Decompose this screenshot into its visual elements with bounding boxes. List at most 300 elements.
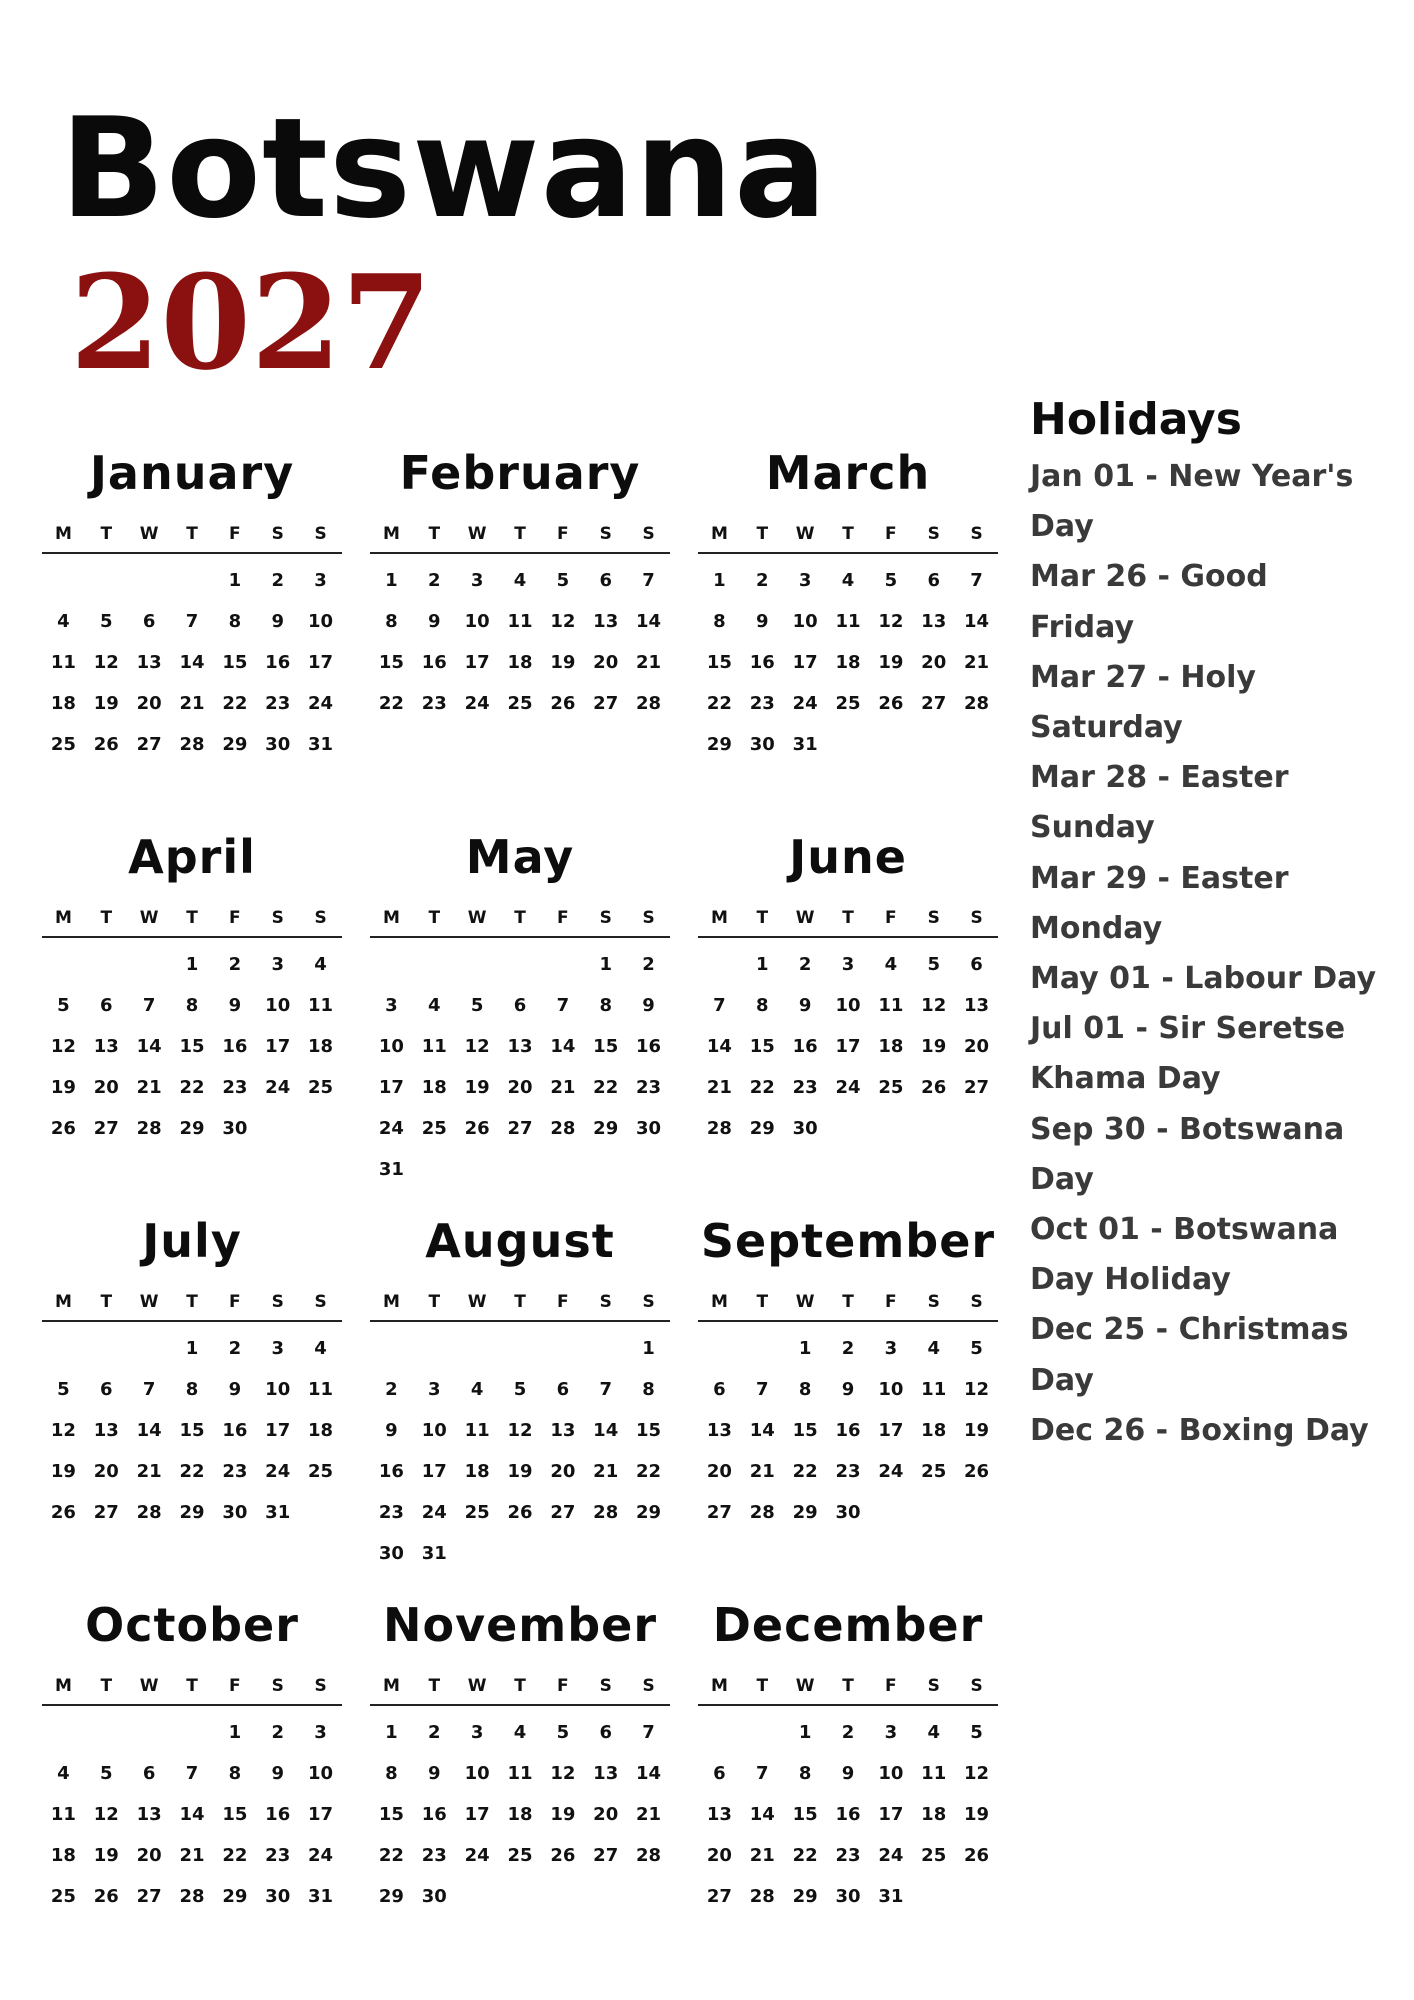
day-cell: 22 [378, 1845, 404, 1866]
day-cell: 10 [464, 1763, 490, 1784]
day-cell: 13 [93, 1036, 119, 1057]
weekday-label: F [229, 524, 241, 544]
day-cell: 4 [428, 995, 441, 1016]
day-cell: 16 [636, 1036, 662, 1057]
holiday-line: May 01 - Labour Day [1030, 961, 1377, 997]
day-cell: 19 [550, 652, 576, 673]
day-cell: 18 [507, 652, 533, 673]
day-cell: 23 [222, 1077, 248, 1098]
day-cell: 8 [599, 995, 612, 1016]
days-grid [698, 938, 998, 1149]
holiday-line: Day [1030, 1362, 1094, 1398]
weekday-label: S [970, 524, 983, 544]
day-cell: 22 [222, 1845, 248, 1866]
weekday-label: T [842, 524, 854, 544]
weekday-label: F [885, 524, 897, 544]
holiday-list [1030, 452, 1400, 1456]
days-grid [370, 1322, 670, 1574]
day-cell: 27 [507, 1118, 533, 1139]
weekday-label: W [795, 1676, 815, 1696]
day-cell: 7 [713, 995, 726, 1016]
day-cell: 17 [308, 1804, 334, 1825]
day-cell: 31 [378, 1159, 404, 1180]
day-cell: 29 [222, 1886, 248, 1907]
weekday-label: F [885, 1676, 897, 1696]
day-cell: 4 [513, 570, 527, 591]
holiday-line: Day [1030, 509, 1094, 545]
day-cell: 30 [421, 1886, 447, 1907]
day-cell: 6 [100, 1379, 113, 1400]
day-cell: 4 [470, 1379, 484, 1400]
day-cell: 2 [385, 1379, 398, 1400]
day-cell: 26 [464, 1118, 490, 1139]
weekday-label: M [382, 1676, 400, 1696]
day-cell: 24 [378, 1118, 404, 1139]
year-title: 2027 [70, 246, 432, 399]
month-march [698, 440, 998, 824]
day-cell: 2 [642, 954, 655, 975]
day-cell: 3 [841, 954, 855, 975]
day-cell: 10 [464, 611, 490, 632]
day-cell: 6 [100, 995, 113, 1016]
day-cell: 24 [308, 1845, 334, 1866]
day-cell: 22 [593, 1077, 619, 1098]
day-cell: 18 [507, 1804, 533, 1825]
day-cell: 12 [964, 1379, 990, 1400]
weekday-label: T [100, 524, 113, 544]
day-cell: 12 [507, 1420, 533, 1441]
day-cell: 10 [421, 1420, 447, 1441]
weekday-label: S [314, 1676, 327, 1696]
weekday-header [42, 506, 342, 554]
day-cell: 21 [749, 1845, 775, 1866]
weekday-label: W [467, 908, 487, 928]
month-january [42, 440, 342, 824]
day-cell: 21 [136, 1077, 162, 1098]
day-cell: 9 [428, 611, 441, 632]
day-cell: 16 [222, 1036, 248, 1057]
day-cell: 31 [308, 1886, 334, 1907]
weekday-label: F [229, 1676, 241, 1696]
day-cell: 17 [265, 1420, 291, 1441]
day-cell: 2 [428, 570, 441, 591]
day-cell: 25 [507, 693, 533, 714]
day-cell: 26 [921, 1077, 947, 1098]
day-cell: 13 [593, 1763, 619, 1784]
empty-day-cell [42, 1712, 85, 1753]
day-cell: 11 [308, 995, 334, 1016]
month-name: February [399, 446, 641, 500]
holiday-line: Mar 27 - Holy [1030, 659, 1256, 695]
day-cell: 15 [222, 652, 248, 673]
day-cell: 21 [636, 1804, 662, 1825]
day-cell: 25 [507, 1845, 533, 1866]
day-cell: 18 [835, 652, 861, 673]
weekday-label: F [229, 1292, 241, 1312]
empty-day-cell [499, 944, 542, 985]
day-cell: 28 [964, 693, 990, 714]
day-cell: 17 [878, 1804, 904, 1825]
day-cell: 9 [841, 1763, 855, 1784]
day-cell: 9 [385, 1420, 398, 1441]
day-cell: 13 [706, 1420, 732, 1441]
month-name: August [425, 1214, 615, 1268]
month-name: October [85, 1598, 299, 1652]
weekday-label: T [186, 1292, 198, 1312]
day-cell: 4 [314, 1338, 327, 1359]
day-cell: 2 [228, 1338, 242, 1359]
weekday-label: T [842, 1676, 854, 1696]
day-cell: 2 [841, 1722, 855, 1743]
holiday-line: Monday [1030, 910, 1163, 946]
empty-day-cell [456, 1328, 499, 1369]
day-cell: 19 [507, 1461, 533, 1482]
day-cell: 8 [185, 1379, 199, 1400]
day-cell: 20 [93, 1461, 119, 1482]
day-cell: 31 [421, 1543, 447, 1564]
day-cell: 5 [470, 995, 484, 1016]
day-cell: 30 [792, 1118, 818, 1139]
day-cell: 14 [179, 652, 205, 673]
day-cell: 18 [50, 1845, 76, 1866]
day-cell: 23 [835, 1845, 861, 1866]
day-cell: 16 [378, 1461, 404, 1482]
day-cell: 13 [593, 611, 619, 632]
day-cell: 11 [878, 995, 904, 1016]
day-cell: 28 [636, 1845, 662, 1866]
weekday-label: S [927, 1676, 940, 1696]
weekday-label: W [139, 1292, 159, 1312]
day-cell: 25 [921, 1845, 947, 1866]
holiday-line: Sunday [1030, 810, 1155, 846]
day-cell: 6 [713, 1379, 726, 1400]
day-cell: 2 [228, 954, 242, 975]
day-cell: 12 [50, 1420, 76, 1441]
day-cell: 29 [706, 734, 732, 755]
day-cell: 29 [222, 734, 248, 755]
day-cell: 19 [50, 1461, 76, 1482]
day-cell: 5 [100, 611, 113, 632]
day-cell: 8 [756, 995, 769, 1016]
day-cell: 9 [841, 1379, 855, 1400]
day-cell: 23 [265, 693, 291, 714]
weekday-label: S [271, 524, 284, 544]
weekday-header [42, 890, 342, 938]
day-cell: 19 [550, 1804, 576, 1825]
day-cell: 11 [835, 611, 861, 632]
day-cell: 27 [593, 693, 619, 714]
day-cell: 6 [970, 954, 983, 975]
day-cell: 5 [970, 1338, 983, 1359]
weekday-label: S [314, 1292, 327, 1312]
day-cell: 23 [749, 693, 775, 714]
day-cell: 10 [265, 995, 291, 1016]
weekday-label: T [756, 1292, 769, 1312]
day-cell: 25 [308, 1461, 334, 1482]
empty-day-cell [128, 944, 171, 985]
days-grid [370, 1706, 670, 1917]
day-cell: 5 [884, 570, 898, 591]
empty-day-cell [698, 944, 741, 985]
day-cell: 21 [706, 1077, 732, 1098]
day-cell: 24 [878, 1461, 904, 1482]
weekday-label: S [271, 908, 284, 928]
day-cell: 7 [642, 1722, 655, 1743]
weekday-label: T [428, 1676, 441, 1696]
weekday-label: S [927, 1292, 940, 1312]
day-cell: 3 [314, 570, 327, 591]
day-cell: 30 [835, 1502, 861, 1523]
month-july [42, 1208, 342, 1592]
day-cell: 10 [792, 611, 818, 632]
month-december [698, 1592, 998, 1976]
day-cell: 3 [271, 954, 284, 975]
days-grid [42, 554, 342, 765]
day-cell: 30 [265, 734, 291, 755]
day-cell: 15 [179, 1036, 205, 1057]
day-cell: 14 [636, 1763, 662, 1784]
day-cell: 2 [798, 954, 812, 975]
day-cell: 21 [593, 1461, 619, 1482]
day-cell: 12 [550, 611, 576, 632]
day-cell: 1 [798, 1722, 812, 1743]
day-cell: 19 [964, 1804, 990, 1825]
day-cell: 26 [50, 1118, 76, 1139]
day-cell: 7 [756, 1763, 769, 1784]
weekday-label: M [710, 908, 728, 928]
weekday-label: M [54, 1676, 72, 1696]
holidays-title: Holidays [1030, 394, 1242, 445]
day-cell: 30 [835, 1886, 861, 1907]
day-cell: 24 [265, 1077, 291, 1098]
day-cell: 16 [749, 652, 775, 673]
day-cell: 30 [749, 734, 775, 755]
day-cell: 22 [792, 1845, 818, 1866]
day-cell: 1 [185, 1338, 199, 1359]
day-cell: 13 [93, 1420, 119, 1441]
day-cell: 13 [964, 995, 990, 1016]
day-cell: 15 [706, 652, 732, 673]
day-cell: 12 [550, 1763, 576, 1784]
weekday-label: W [795, 908, 815, 928]
day-cell: 13 [136, 1804, 162, 1825]
day-cell: 10 [878, 1763, 904, 1784]
day-cell: 25 [921, 1461, 947, 1482]
day-cell: 27 [921, 693, 947, 714]
weekday-label: S [642, 524, 655, 544]
day-cell: 3 [884, 1722, 898, 1743]
day-cell: 7 [142, 995, 156, 1016]
empty-day-cell [413, 1328, 456, 1369]
day-cell: 22 [222, 693, 248, 714]
day-cell: 20 [706, 1845, 732, 1866]
month-name: November [382, 1598, 658, 1652]
day-cell: 2 [271, 1722, 284, 1743]
empty-day-cell [85, 560, 128, 601]
weekday-label: S [599, 908, 612, 928]
day-cell: 27 [964, 1077, 990, 1098]
day-cell: 11 [464, 1420, 490, 1441]
day-cell: 24 [464, 693, 490, 714]
weekday-label: T [186, 908, 198, 928]
month-name: January [89, 446, 295, 500]
day-cell: 27 [93, 1502, 119, 1523]
day-cell: 5 [57, 1379, 70, 1400]
weekday-label: W [139, 1676, 159, 1696]
day-cell: 12 [921, 995, 947, 1016]
day-cell: 26 [50, 1502, 76, 1523]
day-cell: 12 [878, 611, 904, 632]
day-cell: 20 [593, 1804, 619, 1825]
day-cell: 30 [222, 1118, 248, 1139]
holiday-line: Oct 01 - Botswana [1030, 1212, 1339, 1248]
day-cell: 21 [749, 1461, 775, 1482]
day-cell: 30 [378, 1543, 404, 1564]
day-cell: 22 [749, 1077, 775, 1098]
day-cell: 26 [878, 693, 904, 714]
day-cell: 29 [179, 1118, 205, 1139]
day-cell: 21 [136, 1461, 162, 1482]
day-cell: 17 [464, 1804, 490, 1825]
day-cell: 26 [550, 1845, 576, 1866]
holiday-line: Day Holiday [1030, 1262, 1231, 1298]
empty-day-cell [128, 1712, 171, 1753]
day-cell: 23 [792, 1077, 818, 1098]
day-cell: 29 [749, 1118, 775, 1139]
weekday-header [370, 1274, 670, 1322]
day-cell: 28 [749, 1886, 775, 1907]
day-cell: 6 [142, 1763, 156, 1784]
day-cell: 16 [222, 1420, 248, 1441]
month-april [42, 824, 342, 1208]
day-cell: 5 [100, 1763, 113, 1784]
weekday-label: M [382, 908, 400, 928]
day-cell: 3 [798, 570, 812, 591]
day-cell: 1 [228, 570, 242, 591]
day-cell: 10 [835, 995, 861, 1016]
day-cell: 17 [878, 1420, 904, 1441]
day-cell: 3 [314, 1722, 327, 1743]
day-cell: 4 [57, 611, 70, 632]
holiday-line: Dec 26 - Boxing Day [1030, 1412, 1369, 1448]
weekday-label: T [100, 1292, 113, 1312]
day-cell: 7 [142, 1379, 156, 1400]
weekday-header [370, 506, 670, 554]
weekday-label: S [599, 524, 612, 544]
day-cell: 28 [636, 693, 662, 714]
day-cell: 24 [308, 693, 334, 714]
day-cell: 28 [136, 1118, 162, 1139]
day-cell: 11 [50, 1804, 76, 1825]
day-cell: 14 [593, 1420, 619, 1441]
day-cell: 11 [921, 1763, 947, 1784]
month-august [370, 1208, 670, 1592]
day-cell: 16 [792, 1036, 818, 1057]
day-cell: 11 [421, 1036, 447, 1057]
day-cell: 15 [792, 1804, 818, 1825]
day-cell: 18 [921, 1804, 947, 1825]
day-cell: 16 [421, 652, 447, 673]
weekday-label: T [756, 1676, 769, 1696]
day-cell: 24 [878, 1845, 904, 1866]
day-cell: 23 [421, 1845, 447, 1866]
day-cell: 28 [706, 1118, 732, 1139]
weekday-label: M [710, 524, 728, 544]
day-cell: 3 [470, 1722, 484, 1743]
day-cell: 26 [93, 734, 119, 755]
day-cell: 22 [706, 693, 732, 714]
month-february [370, 440, 670, 824]
day-cell: 24 [835, 1077, 861, 1098]
day-cell: 3 [271, 1338, 284, 1359]
day-cell: 18 [421, 1077, 447, 1098]
weekday-label: S [314, 908, 327, 928]
day-cell: 4 [841, 570, 855, 591]
day-cell: 27 [550, 1502, 576, 1523]
day-cell: 16 [265, 652, 291, 673]
day-cell: 13 [921, 611, 947, 632]
day-cell: 3 [884, 1338, 898, 1359]
day-cell: 2 [756, 570, 769, 591]
day-cell: 15 [378, 652, 404, 673]
day-cell: 17 [308, 652, 334, 673]
day-cell: 17 [265, 1036, 291, 1057]
day-cell: 15 [378, 1804, 404, 1825]
day-cell: 17 [378, 1077, 404, 1098]
day-cell: 8 [385, 1763, 398, 1784]
day-cell: 26 [964, 1461, 990, 1482]
day-cell: 3 [385, 995, 398, 1016]
day-cell: 14 [179, 1804, 205, 1825]
day-cell: 17 [835, 1036, 861, 1057]
day-cell: 18 [878, 1036, 904, 1057]
day-cell: 17 [421, 1461, 447, 1482]
empty-day-cell [42, 560, 85, 601]
day-cell: 26 [507, 1502, 533, 1523]
weekday-label: S [314, 524, 327, 544]
weekday-label: T [514, 524, 526, 544]
day-cell: 22 [179, 1077, 205, 1098]
day-cell: 5 [57, 995, 70, 1016]
day-cell: 1 [385, 570, 398, 591]
day-cell: 17 [464, 652, 490, 673]
weekday-label: W [139, 524, 159, 544]
empty-day-cell [42, 1328, 85, 1369]
day-cell: 29 [179, 1502, 205, 1523]
day-cell: 4 [57, 1763, 70, 1784]
day-cell: 20 [136, 1845, 162, 1866]
day-cell: 1 [798, 1338, 812, 1359]
day-cell: 22 [636, 1461, 662, 1482]
day-cell: 5 [927, 954, 940, 975]
weekday-label: S [970, 908, 983, 928]
day-cell: 7 [556, 995, 570, 1016]
day-cell: 26 [964, 1845, 990, 1866]
day-cell: 6 [599, 570, 612, 591]
day-cell: 19 [964, 1420, 990, 1441]
month-november [370, 1592, 670, 1976]
holiday-line: Day [1030, 1161, 1094, 1197]
empty-day-cell [499, 1328, 542, 1369]
day-cell: 23 [378, 1502, 404, 1523]
weekday-label: T [100, 908, 113, 928]
holiday-line: Jul 01 - Sir Seretse [1030, 1011, 1346, 1047]
weekday-label: M [54, 524, 72, 544]
day-cell: 4 [314, 954, 327, 975]
day-cell: 13 [507, 1036, 533, 1057]
day-cell: 14 [636, 611, 662, 632]
weekday-label: W [467, 1292, 487, 1312]
